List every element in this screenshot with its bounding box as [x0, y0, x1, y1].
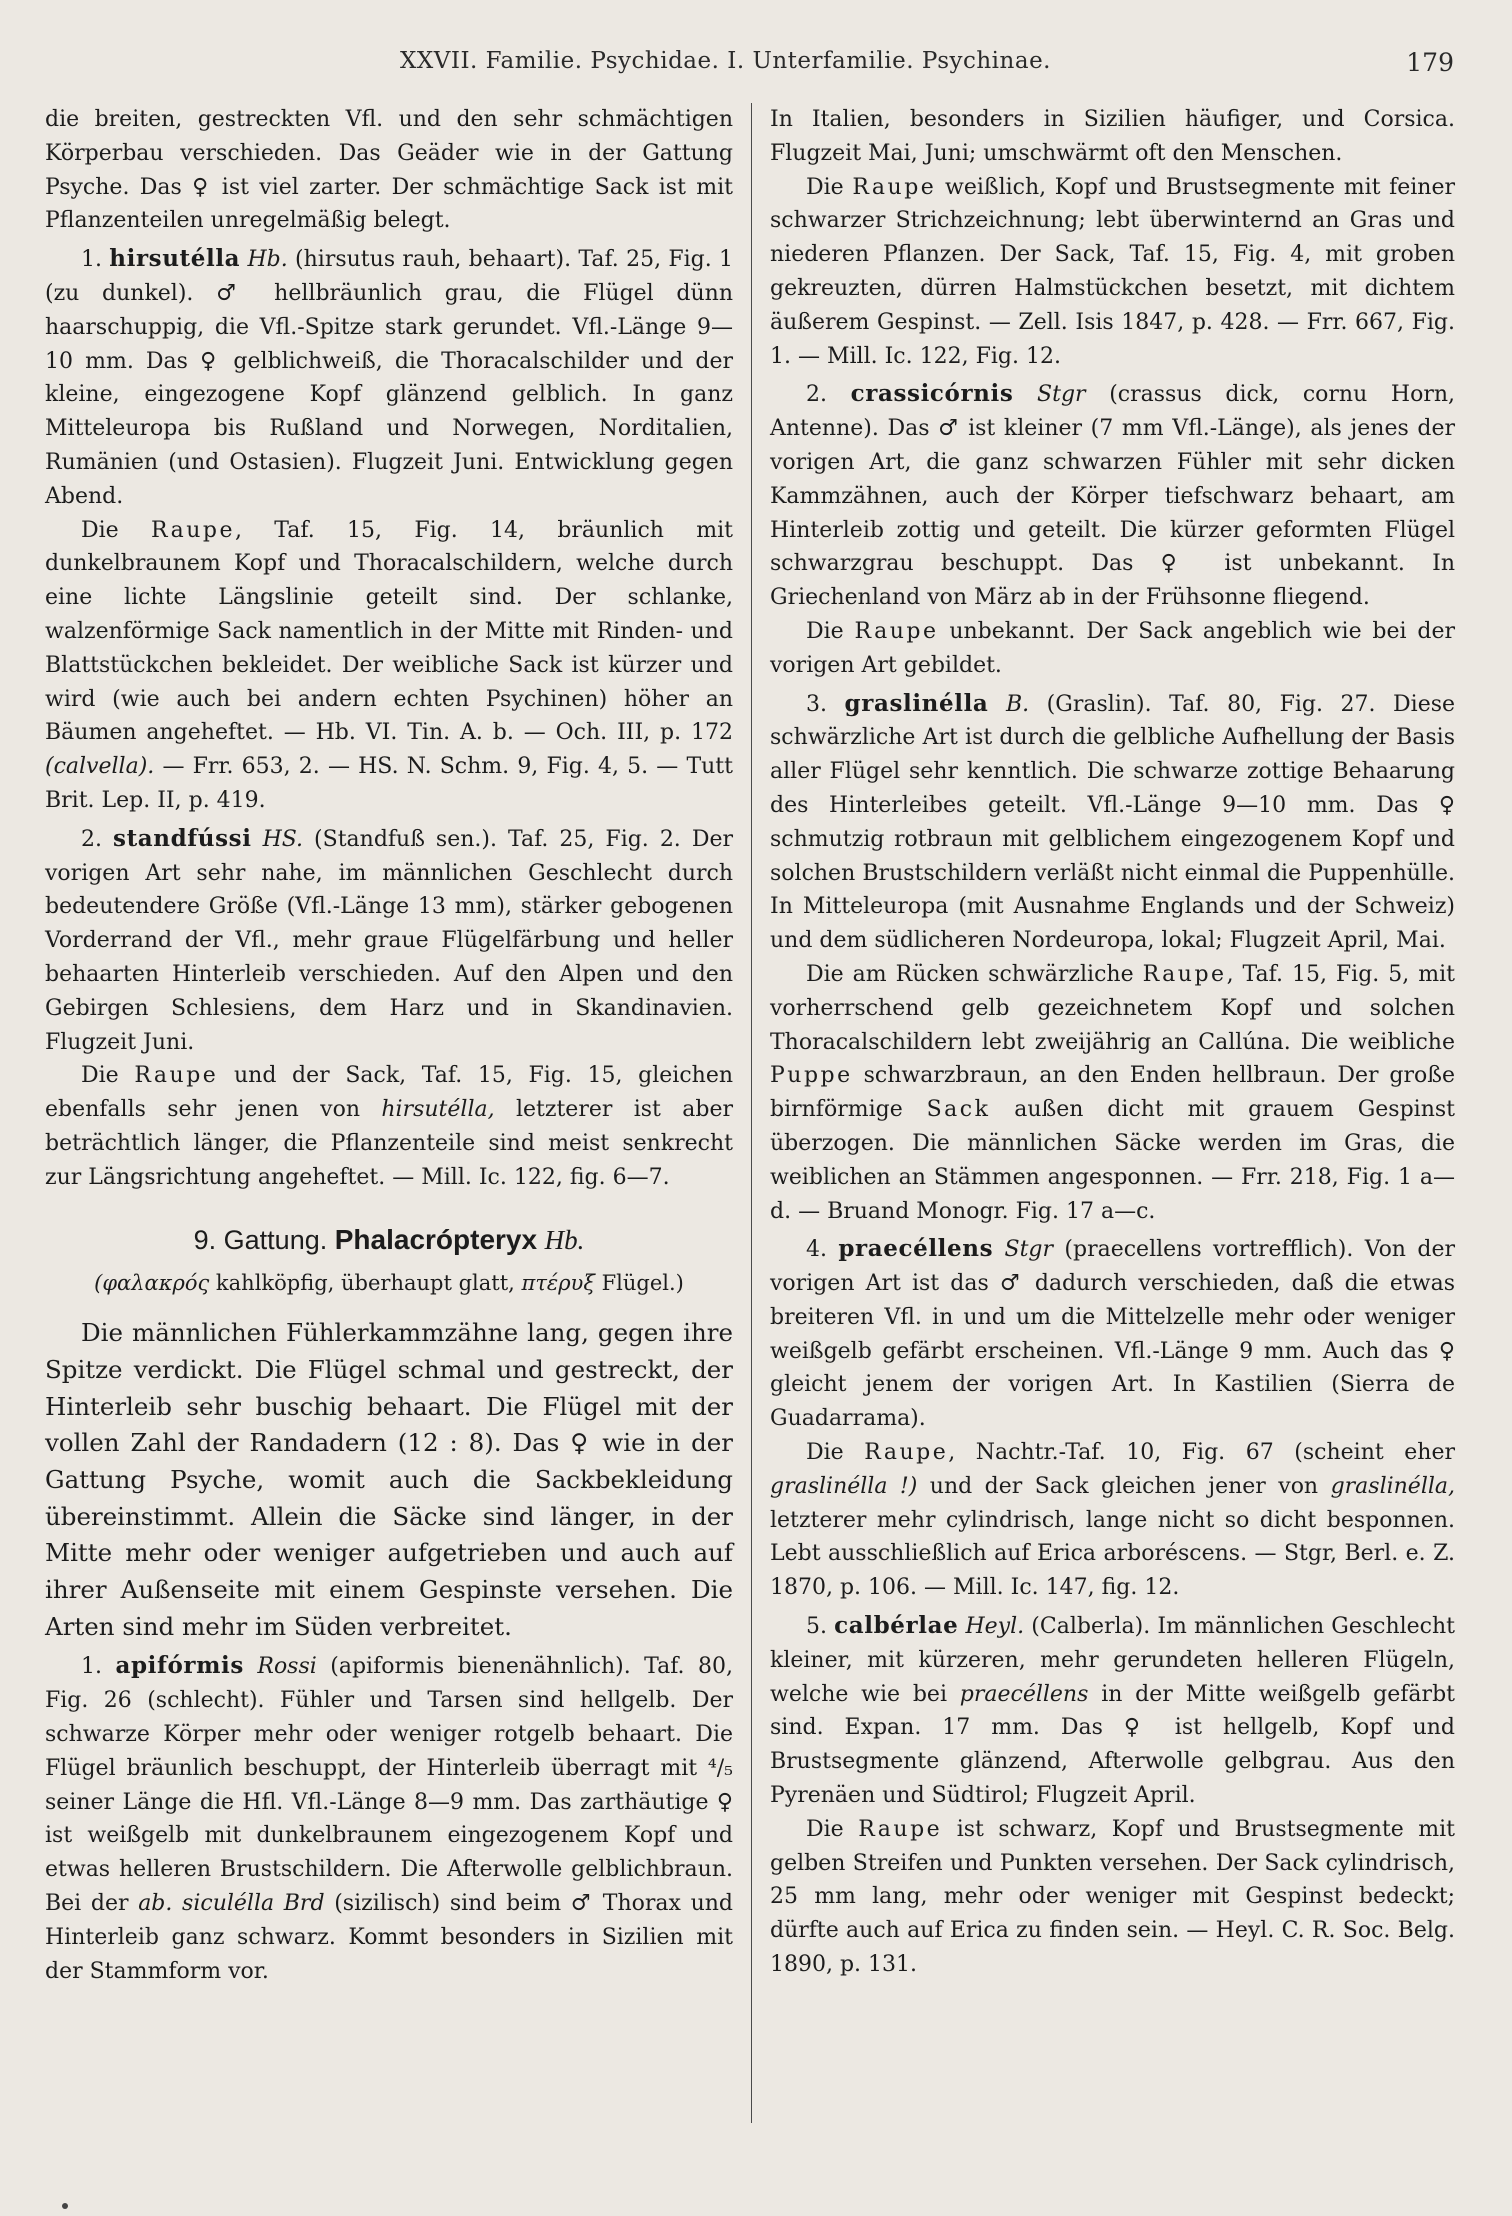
- text-fragment: und der Sack gleichen jener von: [929, 1473, 1319, 1499]
- species-author: Stgr: [1004, 1237, 1054, 1263]
- genus-etymology: [45, 1267, 733, 1301]
- synonym-calvella: (calvella).: [45, 754, 155, 780]
- species-name: calbérlae: [834, 1612, 959, 1640]
- species-author: Stgr: [1037, 382, 1086, 408]
- species-description-end: (sizilisch) sind beim ♂ Thorax und Hinterleib ganz schwarz. Kommt besonders in Sizilien mit der Stammform vor.: [45, 1891, 733, 1984]
- species-author: Hb.: [247, 247, 288, 273]
- species-name: crassicórnis: [850, 380, 1014, 408]
- references: — Frr. 653, 2. — HS. N. Schm. 9, Fig. 4, 5. — Tutt Brit. Lep. II, p. 419.: [45, 754, 733, 813]
- references: außen dicht mit grauem Gespinst überzogen. Die männlichen Säcke werden im Gras, die weiblichen an Stämmen angesponnen. — Frr. 218, Fig. 1 a—d. — Bruand Monogr. Fig. 17 a—c.: [770, 1097, 1456, 1224]
- species-reference-italic: graslinélla,: [1330, 1473, 1456, 1499]
- species-number: 2.: [806, 382, 827, 408]
- species-description: (Graslin). Taf. 80, Fig. 27. Diese schwärzliche Art ist durch die gelbliche Aufhellung der Basis aller Flügel sehr kenntlich. Die schwarze zottige Behaarung des Hinterleibes geteilt. Vfl.-Länge 9—10 mm. Das ♀ schmutzig rotbraun mit gelblichem eingezogenem Kopf und solchen Brustschildern verläßt nicht einmal die Puppenhülle. In Mitteleuropa (mit Ausnahme Englands und der Schweiz) und dem südlicheren Nordeuropa, lokal; Flugzeit April, Mai.: [770, 691, 1456, 954]
- raupe-word: Raupe: [151, 517, 235, 543]
- species-entry-standfussi: [45, 822, 733, 1060]
- greek-word: (φαλακρός: [94, 1271, 210, 1296]
- species-author: Rossi: [257, 1654, 317, 1680]
- raupe-word: Raupe: [854, 618, 939, 644]
- species-entry-hirsutella: [45, 242, 733, 513]
- species-description: (apiformis bienenähnlich). Taf. 80, Fig. 26 (schlecht). Fühler und Tarsen sind hellgelb. Der schwarze Körper mehr oder weniger rotgelb behaart. Die Flügel bräunlich beschuppt, der Hinterleib überragt mit ⁴/₅ seiner Länge die Hfl. Vfl.-Länge 8—9 mm. Das zarthäutige ♀ ist weißgelb mit dunkelbraunem eingezogenem Kopf und etwas helleren Brustschildern. Die Afterwolle gelblichbraun. Bei der: [45, 1654, 733, 1916]
- species-reference-italic: hirsutélla,: [381, 1097, 495, 1123]
- text-fragment: Flügel.): [601, 1271, 684, 1296]
- species-number: 1.: [81, 1654, 102, 1680]
- larva-paragraph: [770, 1436, 1455, 1605]
- greek-word: πτέρυξ: [521, 1271, 595, 1296]
- raupe-word: Raupe: [852, 174, 937, 200]
- species-name: praecéllens: [838, 1235, 994, 1263]
- species-description: (Standfuß sen.). Taf. 25, Fig. 2. Der vorigen Art sehr nahe, im männlichen Geschlecht durch bedeutendere Größe (Vfl.-Länge 13 mm), stärker gebogenen Vorderrand der Vfl., mehr graue Flügelfärbung und heller behaarten Hinterleib verschieden. Auf den Alpen und den Gebirgen Schlesiens, dem Harz und in Skandinavien. Flugzeit Juni.: [45, 826, 733, 1055]
- text-fragment: Die: [806, 618, 844, 644]
- species-entry-apiformis: [45, 1649, 733, 1988]
- species-description: (hirsutus rauh, behaart). Taf. 25, Fig. 1 (zu dunkel). ♂ hellbräunlich grau, die Flügel dünn haarschuppig, die Vfl.-Spitze stark gerundet. Vfl.-Länge 9—10 mm. Das ♀ gelblichweiß, die Thoracalschilder und der kleine, eingezogene Kopf glänzend gelblich. In ganz Mitteleuropa bis Rußland und Norwegen, Norditalien, Rumänien (und Ostasien). Flugzeit Juni. Entwicklung gegen Abend.: [45, 247, 734, 509]
- genus-heading: [45, 1223, 733, 1258]
- species-author: HS.: [262, 826, 304, 852]
- species-reference-italic: praecéllens: [959, 1681, 1089, 1707]
- species-name: hirsutélla: [109, 245, 241, 273]
- species-number: 2.: [81, 826, 102, 852]
- species-entry-calberlae: [770, 1609, 1455, 1813]
- references: letzterer ist aber beträchtlich länger, die Pflanzenteile sind meist senkrecht zur Längsrichtung angeheftet. — Mill. Ic. 122, fig. 6—7.: [45, 1097, 733, 1190]
- species-author: Heyl.: [965, 1614, 1025, 1640]
- text-fragment: kahlköpfig, überhaupt glatt,: [215, 1271, 515, 1296]
- references: letzterer mehr cylindrisch, lange nicht so dicht besponnen. Lebt ausschließlich auf Erica arboréscens. — Stgr, Berl. e. Z. 1870, p. 106. — Mill. Ic. 147, fig. 12.: [770, 1507, 1455, 1601]
- genus-prefix: 9. Gattung.: [193, 1224, 328, 1255]
- page-header: [0, 48, 1512, 84]
- page-number: 179: [1406, 48, 1454, 77]
- text-fragment: schwarzbraun, an den Enden hellbraun. Der große birnförmige: [770, 1063, 1455, 1123]
- larva-paragraph: [770, 171, 1455, 374]
- larva-description: , Taf. 15, Fig. 14, bräunlich mit dunkelbraunem Kopf und Thoracalschildern, welche durch eine lichte Längslinie geteilt sind. Der schlanke, walzenförmige Sack namentlich in der Mitte mit Rinden- und Blattstückchen bekleidet. Der weibliche Sack ist kürzer und wird (wie auch bei andern echten Psychinen) höher an Bäumen angeheftet. — Hb. VI. Tin. A. b. — Och. III, p. 172: [45, 517, 733, 746]
- genus-author: Hb.: [544, 1224, 585, 1255]
- paragraph-continued: In Italien, besonders in Sizilien häufiger, und Corsica. Flugzeit Mai, Juni; umschwärmt oft den Menschen.: [770, 107, 1455, 166]
- column-divider: [751, 103, 752, 2123]
- species-entry-crassicornis: [770, 377, 1455, 615]
- text-fragment: Die: [81, 1063, 119, 1089]
- species-number: 4.: [806, 1237, 827, 1263]
- species-description: (praecellens vortrefflich). Von der vorigen Art ist das ♂ dadurch verschieden, daß die etwas breiteren Vfl. in und um die Mittelzelle mehr oder weniger weißgelb gefärbt erscheinen. Vfl.-Länge 9 mm. Auch das ♀ gleicht jenem der vorigen Art. In Kastilien (Sierra de Guadarrama).: [770, 1237, 1455, 1432]
- raupe-word: Raupe: [864, 1440, 949, 1466]
- larva-description: weißlich, Kopf und Brustsegmente mit feiner schwarzer Strichzeichnung; lebt überwinternd an Gras und niederen Pflanzen. Der Sack, Taf. 15, Fig. 4, mit groben gekreuzten, dürren Halmstückchen besetzt, mit dichtem äußerem Gespinst. — Zell. Isis 1847, p. 428. — Frr. 667, Fig. 1. — Mill. Ic. 122, Fig. 12.: [770, 174, 1455, 369]
- sack-word: Sack: [926, 1097, 991, 1123]
- species-name: apifórmis: [115, 1652, 244, 1680]
- species-number: 5.: [806, 1614, 827, 1640]
- left-column: [45, 103, 733, 1988]
- larva-description: , Nachtr.-Taf. 10, Fig. 67 (scheint eher: [948, 1440, 1455, 1466]
- larva-paragraph: [45, 514, 733, 818]
- print-speck: [62, 2203, 68, 2209]
- larva-paragraph: [45, 1059, 733, 1194]
- text-fragment: Die: [806, 174, 844, 200]
- species-number: 3.: [806, 691, 827, 717]
- species-reference-italic: graslinélla !): [770, 1473, 918, 1499]
- species-entry-praecellens: [770, 1232, 1455, 1436]
- text-fragment: Die am Rücken schwärzliche: [806, 961, 1134, 987]
- species-description: (Calberla). Im männlichen Geschlecht kleiner, mit kürzeren, mehr gerundeten helleren Flügeln, welche wie bei: [770, 1614, 1456, 1707]
- puppe-word: Puppe: [770, 1063, 853, 1089]
- species-author: B.: [1005, 691, 1030, 717]
- larva-description: , Taf. 15, Fig. 5, mit vorherrschend gelb gezeichnetem Kopf und solchen Thoracalschildern lebt zweijährig an Callúna. Die weibliche: [770, 961, 1455, 1055]
- larva-description: und der Sack, Taf. 15, Fig. 15, gleichen ebenfalls sehr jenen von: [45, 1063, 734, 1123]
- raupe-word: Raupe: [1142, 961, 1227, 987]
- paragraph-continued: die breiten, gestreckten Vfl. und den sehr schmächtigen Körperbau verschieden. Das Geäder wie in der Gattung Psyche. Das ♀ ist viel zarter. Der schmächtige Sack ist mit Pflanzenteilen unregelmäßig belegt.: [45, 107, 733, 234]
- aberration-name: ab. siculélla Brd: [138, 1891, 325, 1916]
- larva-paragraph: [770, 615, 1455, 683]
- larva-paragraph: [770, 958, 1455, 1228]
- genus-description: Die männlichen Fühlerkammzähne lang, gegen ihre Spitze verdickt. Die Flügel schmal und gestreckt, der Hinterleib sehr buschig behaart. Die Flügel mit der vollen Zahl der Randadern (12 : 8). Das ♀ wie in der Gattung Psyche, womit auch die Sackbekleidung übereinstimmt. Allein die Säcke sind länger, in der Mitte mehr oder weniger aufgetrieben und auch auf ihrer Außenseite mit einem Gespinste versehen. Die Arten sind mehr im Süden verbreitet.: [45, 1318, 733, 1641]
- larva-description: unbekannt. Der Sack angeblich wie bei der vorigen Art gebildet.: [770, 618, 1455, 678]
- text-fragment: Die: [81, 517, 119, 543]
- larva-paragraph: [770, 1813, 1455, 1982]
- right-column: [770, 103, 1455, 1982]
- running-title: XXVII. Familie. Psychidae. I. Unterfamilie. Psychinae.: [400, 48, 1051, 74]
- species-name: graslinélla: [844, 689, 989, 717]
- text-fragment: Die: [806, 1440, 844, 1466]
- text-fragment: Die: [806, 1816, 844, 1842]
- raupe-word: Raupe: [134, 1063, 219, 1089]
- raupe-word: Raupe: [858, 1816, 943, 1842]
- species-number: 1.: [81, 247, 102, 273]
- species-description-end: in der Mitte weißgelb gefärbt sind. Expan. 17 mm. Das ♀ ist hellgelb, Kopf und Brustsegmente glänzend, Afterwolle gelbgrau. Aus den Pyrenäen und Südtirol; Flugzeit April.: [770, 1681, 1455, 1809]
- species-description: (crassus dick, cornu Horn, Antenne). Das ♂ ist kleiner (7 mm Vfl.-Länge), als jenes der vorigen Art, die ganz schwarzen Fühler mit sehr dicken Kammzähnen, auch der Körper tiefschwarz behaart, am Hinterleib zottig und geteilt. Die kürzer geformten Flügel schwarzgrau beschuppt. Das ♀ ist unbekannt. In Griechenland von März ab in der Frühsonne fliegend.: [770, 382, 1456, 611]
- larva-description: ist schwarz, Kopf und Brustsegmente mit gelben Streifen und Punkten versehen. Der Sack cylindrisch, 25 mm lang, mehr oder weniger mit Gespinst bedeckt; dürfte auch auf Erica zu finden sein. — Heyl. C. R. Soc. Belg. 1890, p. 131.: [770, 1816, 1455, 1978]
- species-entry-graslinella: [770, 687, 1455, 958]
- genus-name: Phalacrópteryx: [334, 1223, 538, 1255]
- species-name: standfússi: [113, 824, 252, 852]
